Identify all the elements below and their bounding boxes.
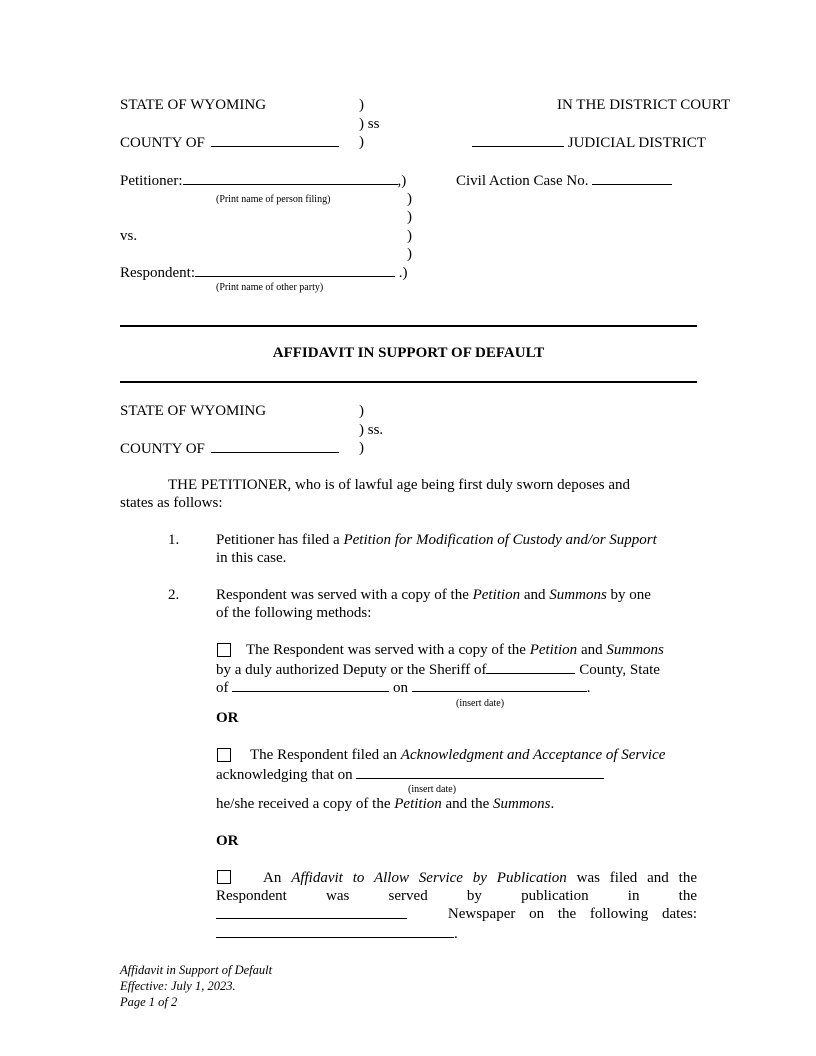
petitioner-name-field[interactable] <box>183 171 398 185</box>
respondent-name-field[interactable] <box>195 263 395 277</box>
court-name: IN THE DISTRICT COURT <box>557 97 731 113</box>
option-2-text: and the <box>441 796 493 812</box>
item-2-line-2: of the following methods: <box>216 605 372 621</box>
option-1-text: of <box>216 680 229 696</box>
petitioner-paren: ,) <box>397 173 407 189</box>
caption-ss: ) ss <box>359 116 380 132</box>
option-2-text: acknowledging that on <box>216 767 353 783</box>
respondent-line <box>120 263 408 282</box>
title-bottom-rule <box>120 381 697 383</box>
option-1-line-3 <box>216 678 591 697</box>
case-number-field[interactable] <box>592 171 672 185</box>
sheriff-state-field[interactable] <box>232 678 389 692</box>
item-2-text: by one <box>606 587 651 603</box>
option-1-text: and <box>577 642 607 658</box>
item-1-line-1 <box>216 531 657 549</box>
respondent-paren: .) <box>398 265 408 281</box>
footer-page-number: Page 1 of 2 <box>120 995 178 1009</box>
footer-form-name: Affidavit in Support of Default <box>120 963 273 977</box>
venue-county-label: COUNTY OF <box>120 441 205 457</box>
summons-ref: Summons <box>606 642 664 658</box>
judicial-district-label: JUDICIAL DISTRICT <box>567 135 706 151</box>
or-label: OR <box>216 833 239 849</box>
caption-paren: ) <box>407 246 412 262</box>
option-3-text: . <box>454 926 458 942</box>
venue-paren: ) <box>359 440 364 456</box>
civil-case-label: Civil Action Case No. <box>456 173 589 189</box>
document-title: AFFIDAVIT IN SUPPORT OF DEFAULT <box>272 345 545 361</box>
option-3-line-4 <box>216 924 458 943</box>
intro-line-2: states as follows: <box>120 495 223 511</box>
option-2-line-2 <box>216 765 604 784</box>
venue-ss: ) ss. <box>359 422 384 438</box>
publication-dates-field[interactable] <box>216 924 454 938</box>
county-field[interactable] <box>211 133 339 147</box>
item-1-text: Petitioner has filed a <box>216 532 344 548</box>
option-acknowledgment-checkbox[interactable] <box>217 748 231 762</box>
title-top-rule <box>120 325 697 327</box>
option-2-text: The Respondent filed an <box>250 747 401 763</box>
acknowledgment-title: Acknowledgment and Acceptance of Service <box>400 747 666 763</box>
respondent-hint: (Print name of other party) <box>216 282 324 293</box>
caption-county <box>120 133 339 152</box>
option-3-text: An <box>263 870 292 886</box>
item-2-line-1 <box>216 586 651 604</box>
service-date-field[interactable] <box>412 678 587 692</box>
option-publication-checkbox[interactable] <box>217 870 231 884</box>
caption-paren: ) <box>407 228 412 244</box>
insert-date-hint: (insert date) <box>456 698 505 709</box>
venue-county-field[interactable] <box>211 439 339 453</box>
venue-county <box>120 439 339 458</box>
sheriff-county-field[interactable] <box>486 660 575 674</box>
item-1-line-2: in this case. <box>216 550 287 566</box>
petition-ref: Petition <box>472 587 521 603</box>
judicial-district-field[interactable] <box>472 133 564 147</box>
option-1-text: . <box>586 680 591 696</box>
venue-paren: ) <box>359 403 364 419</box>
insert-date-hint: (insert date) <box>408 784 457 795</box>
caption-paren: ) <box>407 209 412 225</box>
item-2-text: and <box>520 587 550 603</box>
option-3-text: was filed and the <box>566 870 697 886</box>
caption-paren: ) <box>359 97 364 113</box>
caption-paren: ) <box>407 191 412 207</box>
caption-paren: ) <box>359 134 364 150</box>
summons-ref: Summons <box>492 796 551 812</box>
option-3-text: Newspaper on the following dates: <box>447 906 697 922</box>
publication-affidavit-title: Affidavit to Allow Service by Publication <box>291 870 567 886</box>
vs-label: vs. <box>120 228 138 244</box>
judicial-district <box>472 133 706 152</box>
or-label: OR <box>216 710 239 726</box>
option-2-text: . <box>550 796 555 812</box>
option-1-line-2 <box>216 660 660 679</box>
acknowledgment-date-field[interactable] <box>356 765 604 779</box>
newspaper-name-field[interactable] <box>216 905 407 919</box>
venue-state: STATE OF WYOMING <box>120 403 267 419</box>
petitioner-line <box>120 171 406 190</box>
civil-case-number <box>456 171 672 190</box>
option-3-line-3 <box>216 905 697 924</box>
option-3-line-2: Respondent was served by publication in the <box>216 888 697 904</box>
option-2-line-1 <box>250 746 665 764</box>
option-3-line-1 <box>263 869 697 887</box>
item-2-text: Respondent was served with a copy of the <box>216 587 473 603</box>
caption-state: STATE OF WYOMING <box>120 97 267 113</box>
option-2-text: he/she received a copy of the <box>216 796 395 812</box>
option-1-line-1 <box>246 641 664 659</box>
option-2-line-3 <box>216 795 554 813</box>
item-number: 1. <box>168 532 180 548</box>
county-label: COUNTY OF <box>120 135 205 151</box>
petitioner-label: Petitioner: <box>120 173 183 189</box>
respondent-label: Respondent: <box>120 265 195 281</box>
petition-ref: Petition <box>394 796 442 812</box>
option-1-text: The Respondent was served with a copy of the <box>246 642 530 658</box>
option-1-text: County, State <box>579 662 660 678</box>
item-number: 2. <box>168 587 180 603</box>
petition-title: Petition for Modification of Custody and/or Support <box>343 532 657 548</box>
option-sheriff-checkbox[interactable] <box>217 643 231 657</box>
option-1-text: by a duly authorized Deputy or the Sheriff of <box>216 662 487 678</box>
option-1-text: on <box>393 680 408 696</box>
footer-effective-date: Effective: July 1, 2023. <box>120 979 236 993</box>
petitioner-hint: (Print name of person filing) <box>216 194 331 205</box>
summons-ref: Summons <box>549 587 607 603</box>
intro-line-1: THE PETITIONER, who is of lawful age being first duly sworn deposes and <box>168 477 630 493</box>
petition-ref: Petition <box>529 642 578 658</box>
